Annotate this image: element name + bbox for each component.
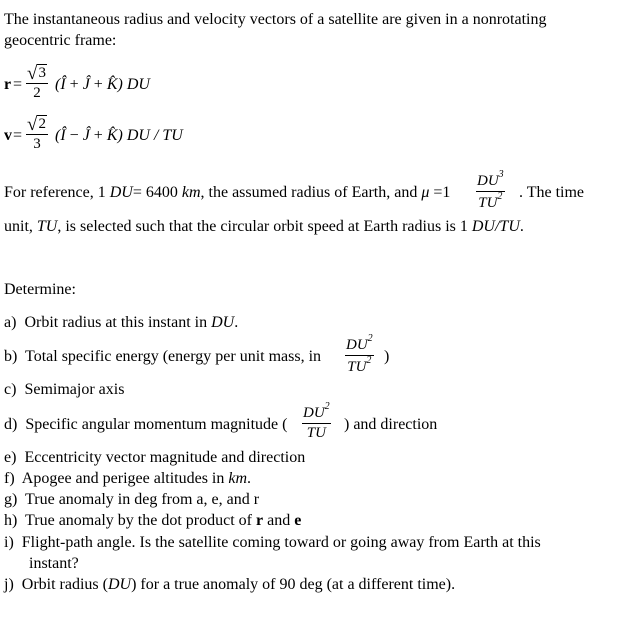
item-b-fraction: $DU^2$ $TU^2$ (346, 333, 373, 375)
r-vector: (Î + Ĵ + K̂) DU (55, 76, 150, 93)
r-radicand: 3 (38, 65, 46, 81)
item-d-fraction: $DU^2$ TU (303, 401, 330, 441)
item-b: b) Total specific energy (energy per unit mass, in (4, 348, 322, 365)
v-equals: = (13, 127, 23, 144)
intro-line-2: geocentric frame: (4, 32, 117, 49)
r-symbol: r (4, 76, 12, 93)
r-unit: DU (126, 76, 150, 93)
r-fraction: √3 2 (27, 63, 46, 101)
v-radicand: 2 (38, 116, 46, 132)
v-symbol: v (4, 127, 12, 144)
item-f: f) Apogee and perigee altitudes in km. (4, 470, 252, 487)
item-e: e) Eccentricity vector magnitude and direction (4, 449, 306, 466)
determine-heading: Determine: (4, 281, 76, 298)
mu-symbol: μ (421, 184, 430, 201)
item-i-line-1: i) Flight-path angle. Is the satellite coming toward or going away from Earth at this (4, 534, 541, 551)
item-d-end: ) and direction (344, 416, 438, 433)
r-denominator: 2 (33, 85, 41, 101)
item-c: c) Semimajor axis (4, 381, 125, 398)
item-d: d) Specific angular momentum magnitude ( (4, 416, 288, 433)
reference-line-1: For reference, 1 DU= 6400 km, the assumed radius of Earth, and μ =1 (4, 184, 451, 201)
v-unit: DU / TU (126, 127, 183, 144)
item-i-line-2: instant? (29, 555, 79, 572)
v-fraction: √2 3 (27, 114, 46, 152)
v-vector: (Î − Ĵ + K̂) DU / TU (55, 127, 183, 144)
mu-fraction: $DU^3$ $TU^2$ (477, 169, 504, 211)
r-equals: = (13, 76, 23, 93)
item-b-end: ) (384, 348, 390, 365)
item-h: h) True anomaly by the dot product of r and e (4, 512, 302, 529)
intro-line-1: The instantaneous radius and velocity vectors of a satellite are given in a nonrotating (4, 11, 547, 28)
item-a: a) Orbit radius at this instant in DU. (4, 314, 239, 331)
v-denominator: 3 (33, 136, 41, 152)
reference-time: . The time (519, 184, 585, 201)
reference-line-2: unit, TU, is selected such that the circular orbit speed at Earth radius is 1 DU/TU. (4, 218, 524, 235)
item-j: j) Orbit radius (DU) for a true anomaly of 90 deg (at a different time). (4, 576, 456, 593)
item-g: g) True anomaly in deg from a, e, and r (4, 491, 260, 508)
